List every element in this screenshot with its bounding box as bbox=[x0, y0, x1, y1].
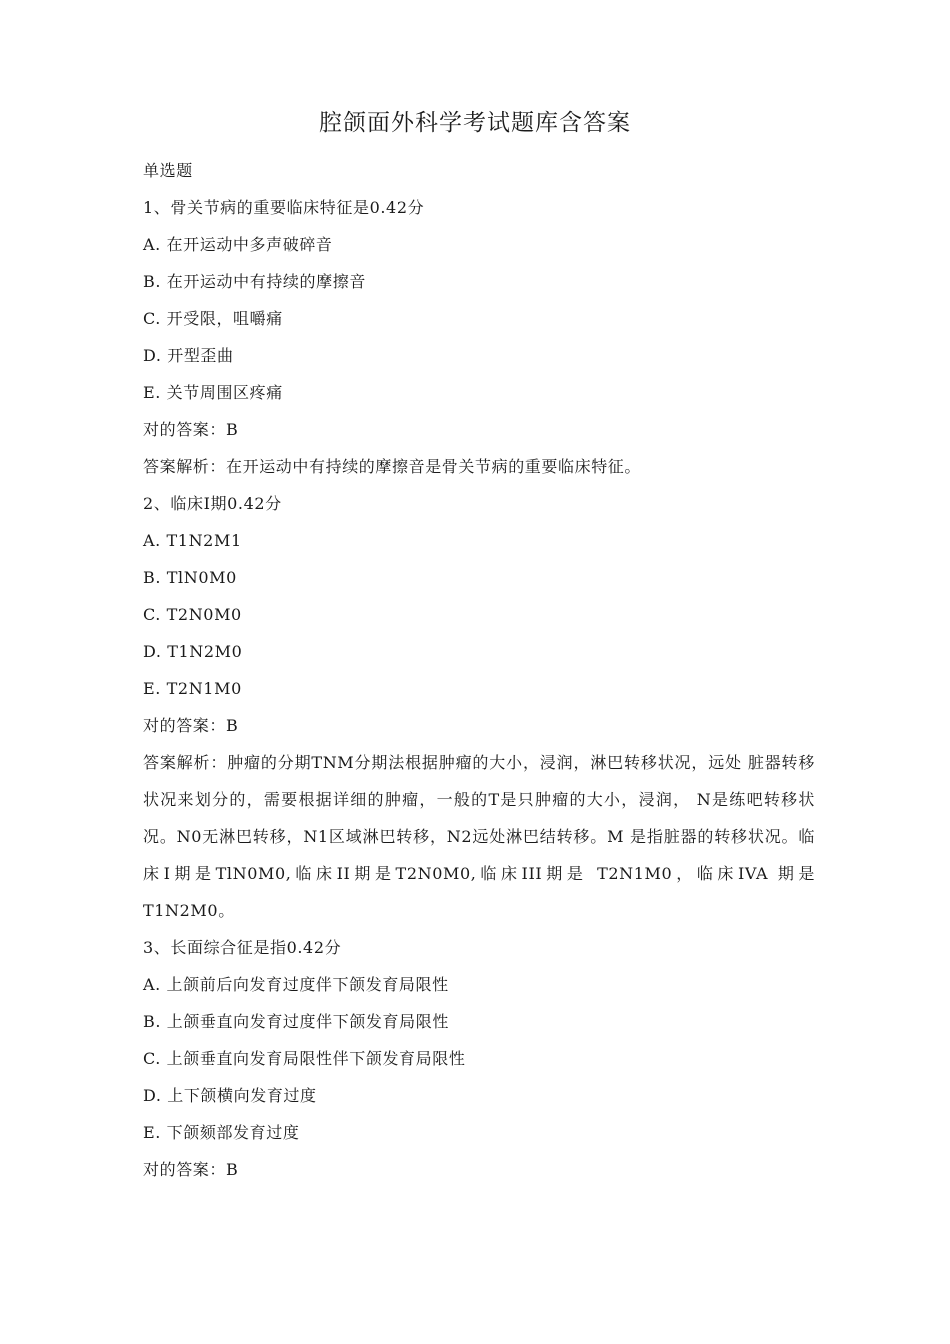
question-2-option-c: C. T2N0M0 bbox=[143, 605, 242, 624]
question-2-option-a: A. T1N2M1 bbox=[143, 531, 242, 550]
question-3-option-d: D. 上下颌横向发育过度 bbox=[143, 1086, 317, 1105]
section-heading: 单选题 bbox=[143, 161, 193, 180]
question-3-answer: 对的答案：B bbox=[143, 1160, 239, 1179]
question-1-option-d: D. 开型歪曲 bbox=[143, 346, 234, 365]
question-1-explanation: 答案解析：在开运动中有持续的摩擦音是骨关节病的重要临床特征。 bbox=[143, 457, 642, 476]
question-1-option-c: C. 开受限，咀嚼痛 bbox=[143, 309, 283, 328]
question-1-answer: 对的答案：B bbox=[143, 420, 239, 439]
question-2-option-b: B. TlN0M0 bbox=[143, 568, 237, 587]
question-3-option-c: C. 上颌垂直向发育局限性伴下颌发育局限性 bbox=[143, 1049, 466, 1068]
question-2-answer: 对的答案：B bbox=[143, 716, 239, 735]
document-body bbox=[143, 152, 815, 1188]
question-3-option-b: B. 上颌垂直向发育过度伴下颌发育局限性 bbox=[143, 1012, 449, 1031]
question-3-stem: 3、长面综合征是指0.42分 bbox=[143, 938, 342, 957]
question-1-option-b: B. 在开运动中有持续的摩擦音 bbox=[143, 272, 366, 291]
question-3-option-a: A. 上颌前后向发育过度伴下颌发育局限性 bbox=[143, 975, 449, 994]
question-1-stem: 1、骨关节病的重要临床特征是0.42分 bbox=[143, 198, 425, 217]
question-2-option-e: E. T2N1M0 bbox=[143, 679, 242, 698]
question-2-explanation: 答案解析：肿瘤的分期TNM分期法根据肿瘤的大小，浸润，淋巴转移状况，远处 脏器转移状况来划分的，需要根据详细的肿瘤，一般的T是只肿瘤的大小，浸润， N是练吧转移状况。N0无淋巴转移，N1区域淋巴转移，N2远处淋巴结转移。M 是指脏器的转移状况。临床I期是TlN0M0,临床II期是T2N0M0,临床III期是 T2N1M0，临床IVA 期是 T1N2M0。 bbox=[143, 753, 815, 920]
question-2-stem: 2、临床I期0.42分 bbox=[143, 494, 282, 513]
question-2-option-d: D. T1N2M0 bbox=[143, 642, 243, 661]
question-1-option-e: E. 关节周围区疼痛 bbox=[143, 383, 283, 402]
question-3-option-e: E. 下颌颏部发育过度 bbox=[143, 1123, 300, 1142]
document-title: 腔颌面外科学考试题库含答案 bbox=[319, 110, 631, 136]
question-1-option-a: A. 在开运动中多声破碎音 bbox=[143, 235, 333, 254]
